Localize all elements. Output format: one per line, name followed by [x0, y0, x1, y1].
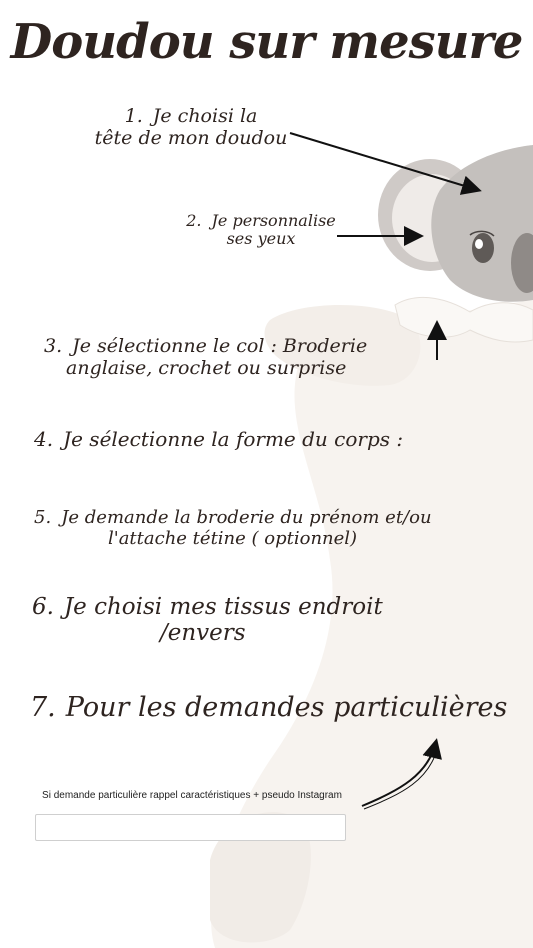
step-number: 5. — [34, 507, 52, 528]
step-text-line2: anglaise, crochet ou surprise — [66, 356, 347, 379]
step-text: Je sélectionne le col : Broderie — [72, 335, 368, 357]
step-number: 1. — [124, 105, 143, 127]
step-2 — [176, 212, 346, 249]
step-3 — [44, 336, 367, 380]
step-5 — [34, 508, 432, 549]
step-4 — [34, 428, 403, 451]
step-text-line2: tête de mon doudou — [94, 126, 288, 149]
step-text: Je choisi mes tissus endroit — [63, 594, 383, 620]
step-7 — [30, 692, 507, 723]
step-text: Je choisi la — [152, 105, 258, 127]
step-text: Je sélectionne la forme du corps : — [63, 427, 404, 451]
step-text: Je demande la broderie du prénom et/ou — [61, 507, 432, 528]
step-number: 2. — [186, 211, 202, 230]
page-title: Doudou sur mesure — [10, 14, 523, 70]
special-request-input[interactable] — [35, 814, 346, 841]
step-6 — [32, 594, 383, 647]
step-number: 3. — [44, 335, 63, 357]
special-request-label: Si demande particulière rappel caractéristiques + pseudo Instagram — [42, 790, 342, 801]
step-1 — [86, 106, 296, 150]
step-number: 7. — [30, 692, 56, 723]
step-number: 6. — [32, 594, 54, 620]
step-text: Je personnalise — [211, 211, 336, 230]
step-text-line2: l'attache tétine ( optionnel) — [108, 527, 358, 549]
koala-eye — [472, 233, 494, 263]
step-text: Pour les demandes particulières — [65, 692, 508, 723]
step-text-line2: /envers — [160, 620, 246, 647]
step-number: 4. — [34, 427, 54, 451]
step-text-line2: ses yeux — [226, 229, 296, 249]
